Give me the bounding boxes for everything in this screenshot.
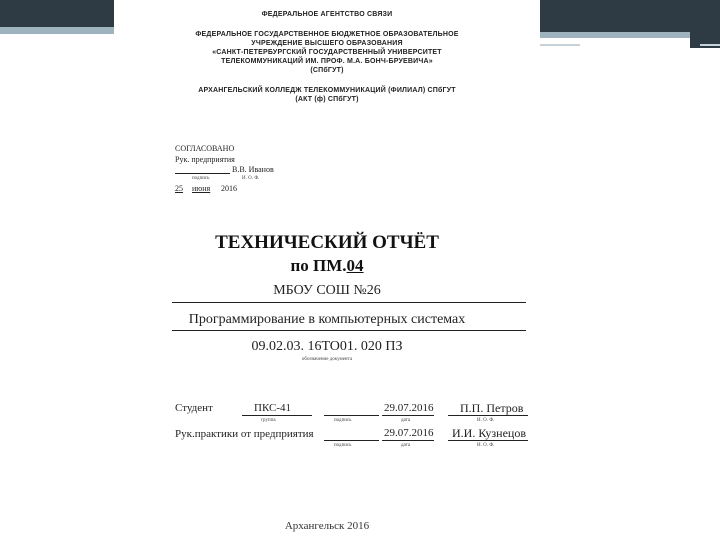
approval-name: В.В. Иванов	[232, 165, 274, 174]
supervisor-name: И.И. Кузнецов	[452, 426, 527, 440]
student-name-line	[448, 415, 528, 416]
practice-topic: Программирование в компьютерных системах	[188, 312, 466, 327]
supervisor-date-caption: дата	[401, 443, 411, 448]
city-year-footer: Архангельск 2016	[284, 520, 370, 532]
supervisor-signature-line	[324, 440, 379, 441]
document-subtitle	[114, 256, 540, 276]
supervisor-date: 29.07.2016	[384, 427, 434, 439]
document-code-caption: обозначение документа	[301, 357, 353, 362]
header-university-line1: «САНКТ-ПЕТЕРБУРГСКИЙ ГОСУДАРСТВЕННЫЙ УНИВЕРСИТЕТ	[212, 49, 442, 56]
header-institution-line2: УЧРЕЖДЕНИЕ ВЫСШЕГО ОБРАЗОВАНИЯ	[251, 40, 403, 47]
approval-day: 25	[175, 184, 183, 193]
approval-year: 2016	[221, 184, 237, 193]
header-college: АРХАНГЕЛЬСКИЙ КОЛЛЕДЖ ТЕЛЕКОММУНИКАЦИЙ (ФИЛИАЛ) СПбГУТ	[198, 87, 456, 94]
student-group: ПКС-41	[254, 402, 292, 414]
student-group-caption: группа	[261, 418, 276, 423]
student-name-caption: И. О. Ф.	[477, 418, 495, 423]
document-title: ТЕХНИЧЕСКИЙ ОТЧЁТ	[215, 232, 439, 253]
subtitle-prefix: по ПМ.	[290, 256, 347, 275]
header-college-abbr: (АКТ (ф) СПбГУТ)	[295, 96, 359, 103]
header-university-abbr: (СПбГУТ)	[310, 67, 344, 74]
student-name: П.П. Петров	[460, 401, 524, 415]
supervisor-name-line	[448, 440, 528, 441]
slide-corner-cap	[690, 0, 720, 48]
slide-decor-line	[540, 44, 580, 46]
subtitle-number: 04	[346, 256, 364, 275]
student-date-line	[382, 415, 434, 416]
approval-signature-line	[175, 173, 230, 174]
student-date-caption: дата	[401, 418, 411, 423]
student-label: Студент	[175, 402, 213, 414]
student-group-line	[242, 415, 312, 416]
approval-heading: СОГЛАСОВАНО	[175, 144, 235, 153]
approval-initials-caption: И. О. Ф.	[242, 176, 260, 181]
approval-sign-caption: подпись	[192, 176, 210, 181]
topic-underline	[172, 330, 526, 331]
header-institution-line1: ФЕДЕРАЛЬНОЕ ГОСУДАРСТВЕННОЕ БЮДЖЕТНОЕ ОБРАЗОВАТЕЛЬНОЕ	[195, 31, 459, 38]
organization-underline	[172, 302, 526, 303]
student-sign-caption: подпись	[334, 418, 352, 423]
document-code: 09.02.03. 16ТО01. 020 ПЗ	[251, 339, 403, 354]
student-signature-line	[324, 415, 379, 416]
student-date: 29.07.2016	[384, 402, 434, 414]
slide-decor-line	[700, 44, 720, 46]
supervisor-date-line	[382, 440, 434, 441]
header-agency: ФЕДЕРАЛЬНОЕ АГЕНТСТВО СВЯЗИ	[261, 11, 393, 18]
title-page-document	[114, 0, 540, 540]
approval-role: Рук. предприятия	[175, 155, 235, 164]
supervisor-label: Рук.практики от предприятия	[175, 428, 314, 440]
slide-corner-stripe-left	[0, 27, 114, 34]
organization-name: МБОУ СОШ №26	[273, 283, 381, 298]
approval-month: июня	[192, 184, 211, 193]
header-university-line2: ТЕЛЕКОММУНИКАЦИЙ ИМ. ПРОФ. М.А. БОНЧ-БРУЕВИЧА»	[221, 58, 433, 65]
supervisor-name-caption: И. О. Ф.	[477, 443, 495, 448]
supervisor-sign-caption: подпись	[334, 443, 352, 448]
slide-corner-decoration-left	[0, 0, 114, 27]
